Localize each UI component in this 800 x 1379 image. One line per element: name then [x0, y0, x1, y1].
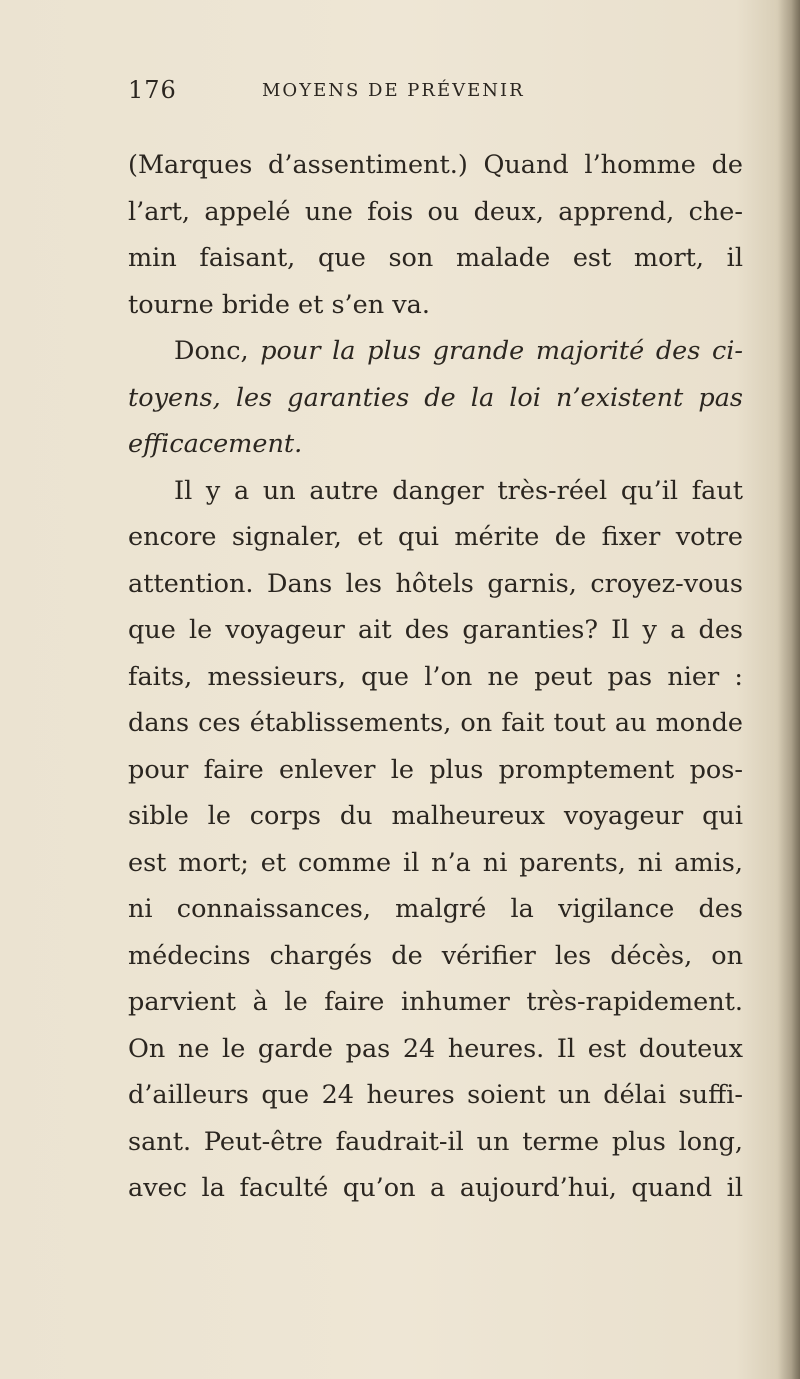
- text-line: médecins chargés de vérifier les décès, on: [128, 940, 743, 971]
- italic-phrase: pour la plus grande majorité des ci-: [260, 336, 744, 366]
- text-line: que le voyageur ait des garanties? Il y a des: [128, 615, 743, 645]
- text-line: avec la faculté qu’on a aujourd’hui, quand il: [128, 1173, 743, 1203]
- text-line: attention. Dans les hôtels garnis, croyez-vous: [128, 568, 743, 599]
- text-line: On ne le garde pas 24 heures. Il est douteux: [128, 1033, 743, 1064]
- text-line: (Marques d’assentiment.) Quand l’homme de: [128, 150, 743, 180]
- text-line: sant. Peut-être faudrait-il un terme plus long,: [128, 1126, 743, 1157]
- running-head: MOYENS DE PRÉVENIR: [262, 80, 525, 101]
- text-line: ni connaissances, malgré la vigilance des: [128, 894, 743, 924]
- text-line: min faisant, que son malade est mort, il: [128, 243, 743, 273]
- body-text: [128, 142, 743, 1212]
- text-line: Il y a un autre danger très-réel qu’il faut: [174, 475, 743, 506]
- page-edge-shadow: [778, 0, 800, 1379]
- text-line: sible le corps du malheureux voyageur qui: [128, 801, 743, 831]
- text-line: est mort; et comme il n’a ni parents, ni amis,: [128, 847, 743, 878]
- text-line: parvient à le faire inhumer très-rapidement.: [128, 987, 743, 1017]
- text-line: faits, messieurs, que l’on ne peut pas nier :: [128, 661, 743, 692]
- page-header: [128, 76, 688, 116]
- text-line: efficacement.: [128, 429, 303, 459]
- text-line: d’ailleurs que 24 heures soient un délai suffi-: [128, 1080, 743, 1110]
- text-line: tourne bride et s’en va.: [128, 289, 430, 320]
- text-line: toyens, les garanties de la loi n’existent pas: [128, 382, 743, 413]
- text-line: pour faire enlever le plus promptement pos-: [128, 754, 743, 785]
- donc-word: Donc,: [174, 336, 261, 366]
- text-line: encore signaler, et qui mérite de fixer votre: [128, 522, 743, 552]
- text-line: l’art, appelé une fois ou deux, apprend, che-: [128, 196, 743, 227]
- page-number: 176: [128, 76, 177, 104]
- text-line: dans ces établissements, on fait tout au monde: [128, 708, 743, 738]
- text-line-donc: [128, 328, 743, 375]
